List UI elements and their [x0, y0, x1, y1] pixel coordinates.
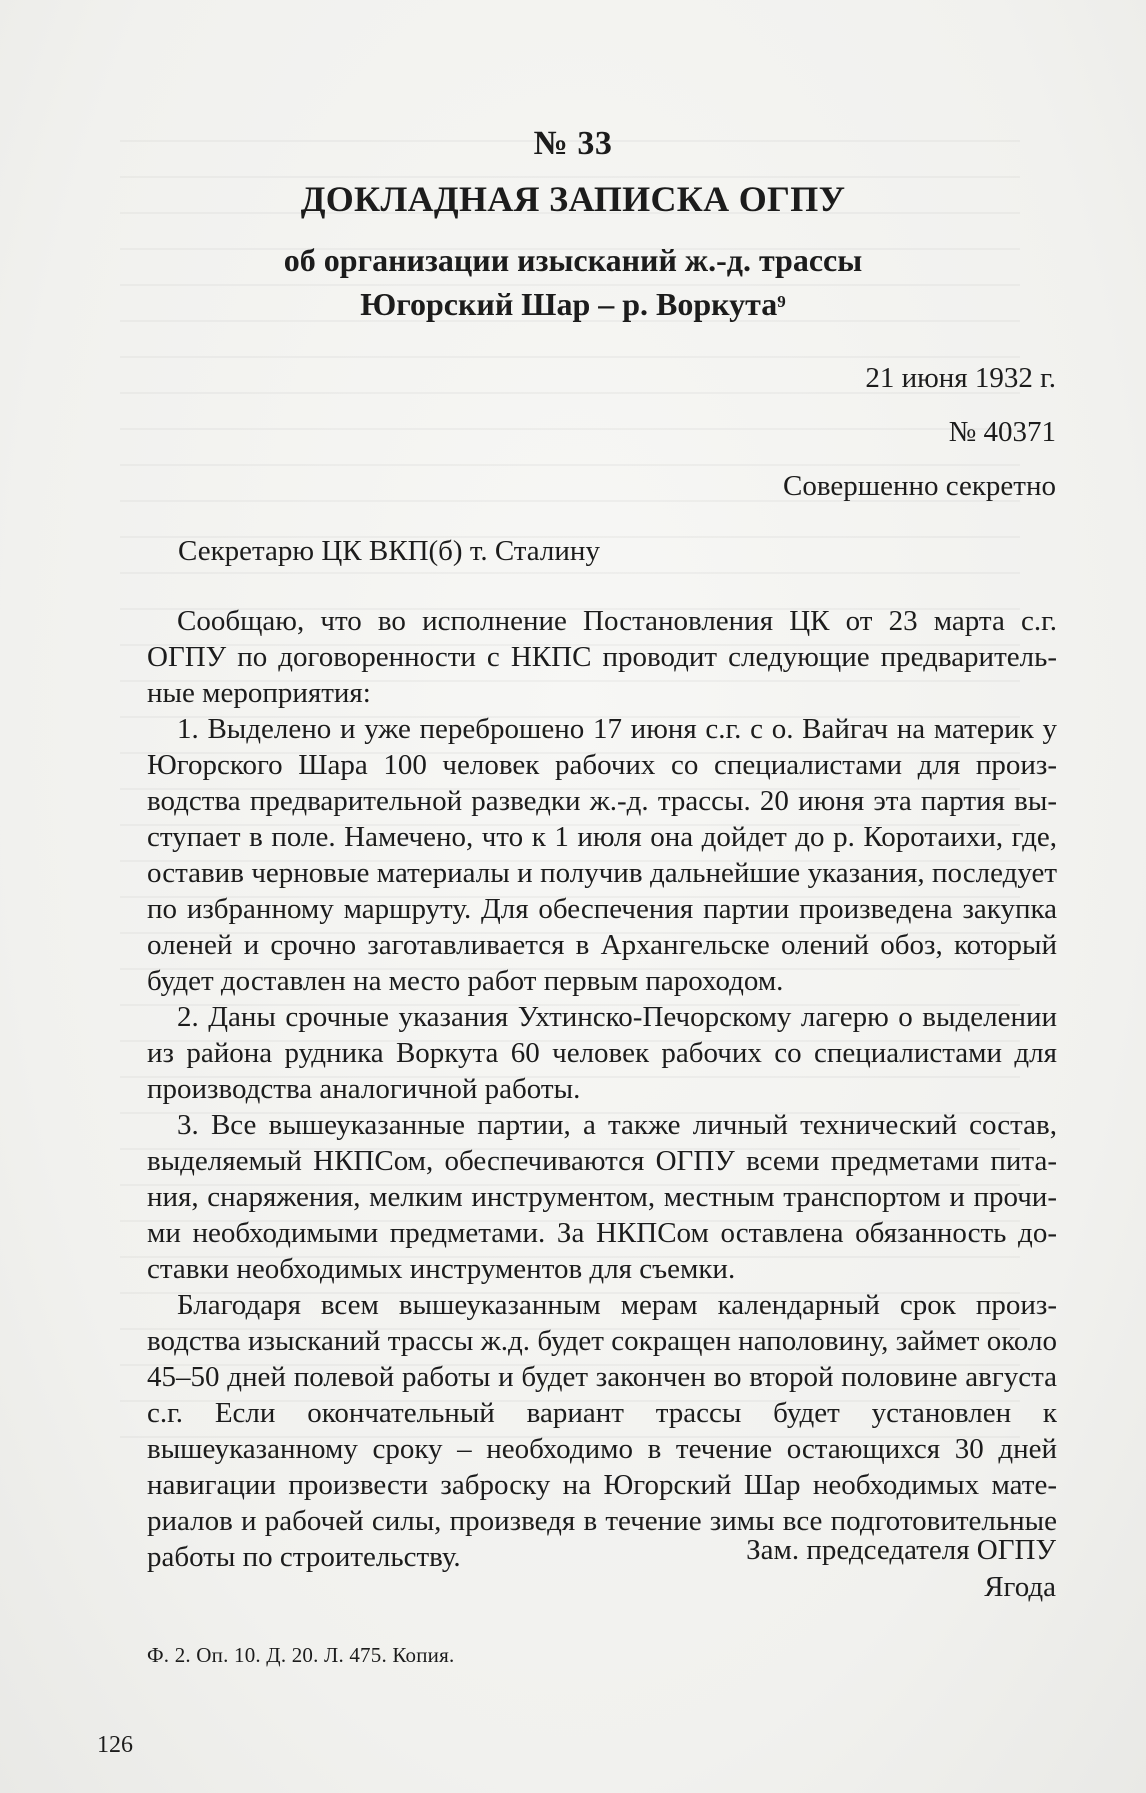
signature-block: [746, 1532, 1056, 1606]
subject-line-2-text: Югорский Шар – р. Воркута: [360, 286, 778, 322]
page-number: 126: [97, 1732, 133, 1758]
body-intro-paragraph: Сообщаю, что во исполнение Постановления ЦК от 23 марта с.г. ОГПУ по договоренности с НКПС проводит следующие предварительные мероприятия:: [147, 605, 1057, 709]
body-conclusion-paragraph: Благодаря всем вышеуказанным мерам календарный срок производства изысканий трассы ж.д. будет сокращен наполовину, займет около 45–50 дней полевой работы и будет закончен во второй половине августа с.г. Если окончательный вариант трассы будет установлен к вышеуказанному сроку – необходимо в течение остающихся 30 дней навигации произвести заброску на Югорский Шар необходимых материалов и рабочей силы, произведя в течение зимы все подготовительные работы по строительству.: [147, 1289, 1057, 1573]
document-date: 21 июня 1932 г.: [865, 362, 1056, 394]
document-type-title: ДОКЛАДНАЯ ЗАПИСКА ОГПУ: [300, 179, 846, 219]
archival-source-note: Ф. 2. Оп. 10. Д. 20. Л. 475. Копия.: [147, 1643, 455, 1667]
subject-line-1: об организации изысканий ж.-д. трассы: [283, 242, 863, 278]
document-reference-number: № 40371: [948, 416, 1056, 448]
subject-line-2: [0, 282, 1146, 326]
signatory-name: Ягода: [984, 1571, 1056, 1603]
document-number: № 33: [533, 125, 613, 162]
footnote-marker: 9: [777, 292, 786, 311]
document-body: [147, 603, 1057, 1575]
body-item-1: 1. Выделено и уже переброшено 17 июня с.г. с о. Вайгач на материк у Югорского Шара 100 человек рабочих со специалистами для производства предварительной разведки ж.-д. трассы. 20 июня эта партия выступает в поле. Намечено, что к 1 июля она дойдет до р. Коротаихи, где, оставив черновые материалы и получив дальнейшие указания, последует по избранному маршруту. Для обеспечения партии произведена закупка оленей и срочно заготавливается в Архангельске олений обоз, который будет доставлен на место работ первым пароходом.: [147, 713, 1057, 997]
addressee: Секретарю ЦК ВКП(б) т. Сталину: [178, 535, 600, 567]
body-item-2: 2. Даны срочные указания Ухтинско-Печорскому лагерю о выделении из района рудника Воркута 60 человек рабочих со специалистами для производства аналогичной работы.: [147, 1001, 1057, 1105]
document-subject: [0, 238, 1146, 326]
body-item-3: 3. Все вышеуказанные партии, а также личный технический состав, выделяемый НКПСом, обеспечиваются ОГПУ всеми предметами питания, снаряжения, мелким инструментом, местным транспортом и прочими необходимыми предметами. За НКПСом оставлена обязанность доставки необходимых инструментов для съемки.: [147, 1109, 1057, 1285]
classification-stamp: Совершенно секретно: [783, 470, 1056, 502]
signatory-title: Зам. председателя ОГПУ: [746, 1534, 1056, 1566]
